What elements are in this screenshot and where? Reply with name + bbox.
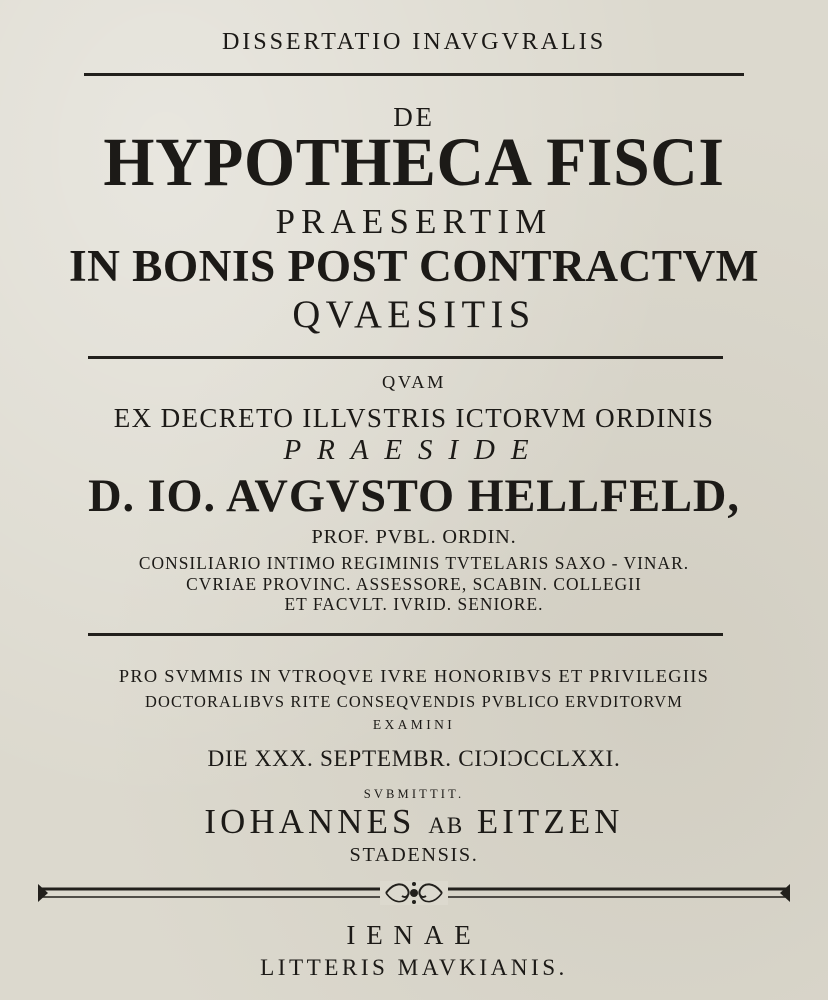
purpose-line-2: DOCTORALIBVS RITE CONSEQVENDIS PVBLICO ERVDITORVM	[144, 692, 684, 711]
ex-decreto-line: EX DECRETO ILLVSTRIS ICTORVM ORDINIS	[113, 403, 715, 433]
dissertation-heading: DISSERTATIO INAVGVRALIS	[221, 28, 607, 55]
author-particle: AB	[428, 813, 465, 838]
ornamental-rule	[36, 878, 792, 908]
praeses-office-3: ET FACVLT. IVRID. SENIORE.	[284, 595, 544, 614]
date-line: DIE XXX. SEPTEMBR. CIϽIϽCCLXXI.	[207, 746, 621, 772]
submittit-line: SVBMITTIT.	[363, 787, 465, 801]
title-de: DE	[393, 102, 435, 132]
praeses-name: D. IO. AVGVSTO HELLFELD,	[88, 471, 740, 522]
quam-line: QVAM	[382, 372, 446, 392]
main-title: HYPOTHECA FISCI	[103, 124, 725, 201]
praeses-title: PROF. PVBL. ORDIN.	[311, 526, 517, 548]
praeside-line: PRAESIDE	[283, 434, 545, 466]
rule-after-title	[88, 356, 723, 359]
rule-top	[84, 73, 744, 76]
imprint-place: IENAE	[346, 920, 482, 950]
rule-after-praeses	[88, 633, 723, 636]
author-first-name: IOHANNES	[204, 802, 416, 841]
title-line-4: QVAESITIS	[292, 294, 536, 336]
author-origin: STADENSIS.	[349, 844, 479, 866]
title-line-3: IN BONIS POST CONTRACTVM	[69, 241, 759, 291]
title-praesertim: PRAESERTIM	[275, 202, 553, 241]
author-last-name: EITZEN	[476, 802, 624, 841]
examini-line: EXAMINI	[372, 717, 456, 732]
praeses-office-1: CONSILIARIO INTIMO REGIMINIS TVTELARIS SAXO - VINAR.	[138, 554, 690, 573]
praeses-office-2: CVRIAE PROVINC. ASSESSORE, SCABIN. COLLEGII	[186, 575, 642, 594]
purpose-line-1: PRO SVMMIS IN VTROQVE IVRE HONORIBVS ET PRIVILEGIIS	[118, 666, 710, 686]
imprint-printer: LITTERIS MAVKIANIS.	[260, 955, 568, 981]
author-name	[0, 802, 828, 841]
